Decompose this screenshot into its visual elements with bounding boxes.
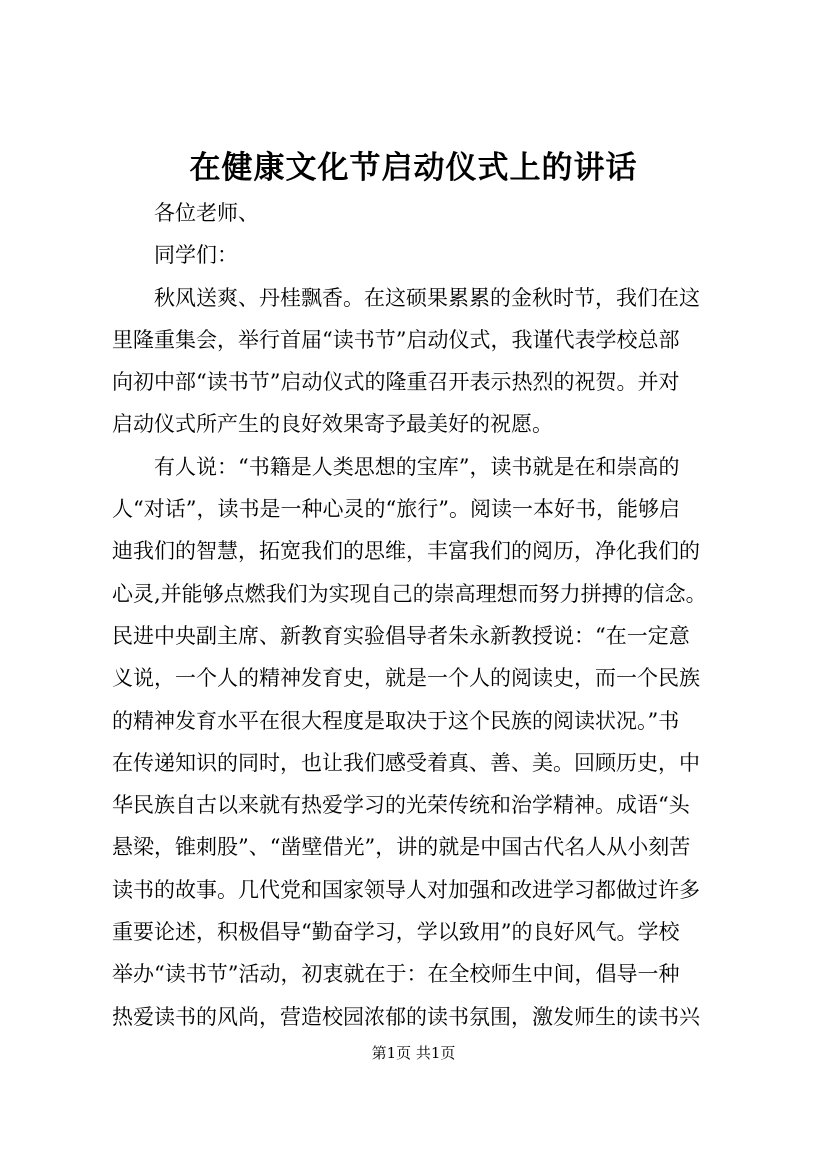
- document-title: 在健康文化节启动仪式上的讲话: [189, 150, 638, 186]
- paragraph-1-line-4: 启动仪式所产生的良好效果寄予最美好的祝愿。: [112, 412, 553, 437]
- paragraph-2-line-9: 华民族自古以来就有热爱学习的光荣传统和治学精神。成语“头: [112, 793, 690, 818]
- paragraph-2-line-2: 人“对话”，读书是一种心灵的“旅行”。阅读一本好书，能够启: [112, 497, 680, 522]
- paragraph-1-line-3: 向初中部“读书节”启动仪式的隆重召开表示热烈的祝贺。并对: [112, 370, 680, 395]
- paragraph-2-line-3: 迪我们的智慧，拓宽我们的思维，丰富我们的阅历，净化我们的: [112, 539, 700, 564]
- paragraph-2-line-13: 举办“读书节”活动，初衷就在于：在全校师生中间，倡导一种: [112, 962, 680, 987]
- salutation-line-2: 同学们：: [154, 243, 238, 268]
- paragraph-2-line-5: 民进中央副主席、新教育实验倡导者朱永新教授说：“在一定意: [112, 623, 690, 648]
- document-body: [112, 192, 742, 1038]
- paragraph-2-line-14: 热爱读书的风尚，营造校园浓郁的读书氛围，激发师生的读书兴: [112, 1004, 700, 1029]
- paragraph-1-line-2: 里隆重集会，举行首届“读书节”启动仪式，我谨代表学校总部: [112, 327, 680, 352]
- page-number-footer: 第1页 共1页: [371, 1044, 456, 1062]
- paragraph-2-line-12: 重要论述，积极倡导“勤奋学习，学以致用”的良好风气。学校: [112, 920, 680, 945]
- paragraph-2-line-6: 义说，一个人的精神发育史，就是一个人的阅读史，而一个民族: [112, 666, 700, 691]
- paragraph-2-line-4: 心灵,并能够点燃我们为实现自己的崇高理想而努力拼搏的信念。: [112, 581, 707, 606]
- paragraph-2-line-7: 的精神发育水平在很大程度是取决于这个民族的阅读状况。”书: [112, 708, 680, 733]
- paragraph-1-line-1: 秋风送爽、丹桂飘香。在这硕果累累的金秋时节，我们在这: [154, 285, 700, 310]
- paragraph-2-line-8: 在传递知识的同时，也让我们感受着真、善、美。回顾历史，中: [112, 750, 700, 775]
- paragraph-2-line-1: 有人说：“书籍是人类思想的宝库”，读书就是在和崇高的: [154, 454, 680, 479]
- paragraph-2-line-11: 读书的故事。几代党和国家领导人对加强和改进学习都做过许多: [112, 877, 700, 902]
- paragraph-2-line-10: 悬梁，锥刺股”、“凿壁借光”，讲的就是中国古代名人从小刻苦: [112, 835, 691, 860]
- salutation-line-1: 各位老师、: [154, 201, 259, 225]
